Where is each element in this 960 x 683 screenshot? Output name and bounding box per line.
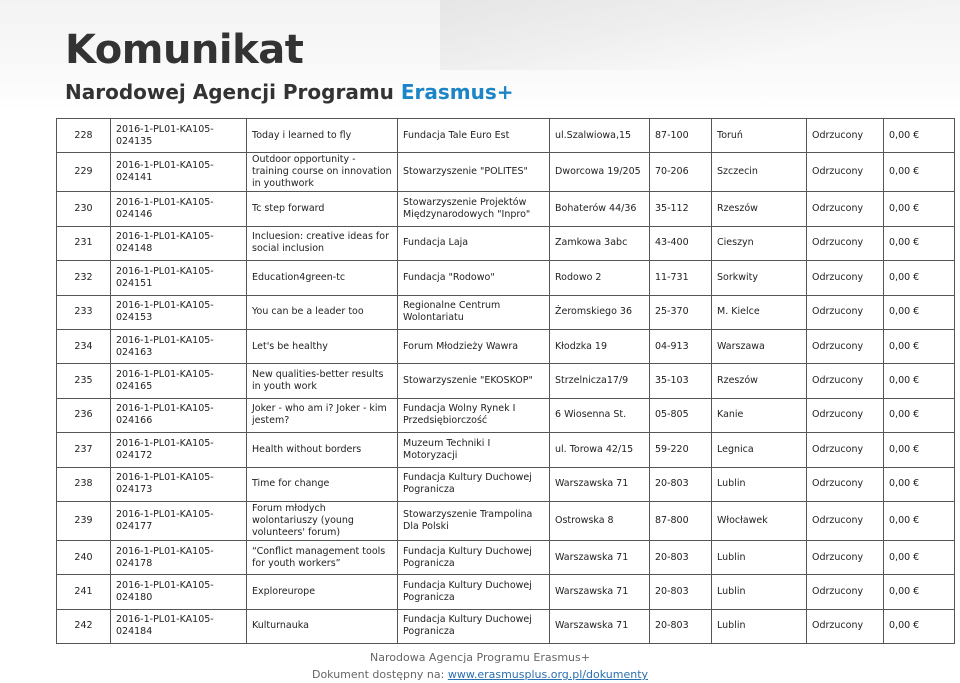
cell-address: Dworcowa 19/205: [550, 153, 650, 192]
cell-postal-code: 70-206: [650, 153, 712, 192]
cell-amount: 0,00 €: [884, 226, 955, 260]
cell-city: Lublin: [712, 540, 807, 574]
cell-organization: Fundacja Wolny Rynek I Przedsiębiorczość: [398, 398, 550, 432]
cell-project-id: 2016-1-PL01-KA105-024153: [111, 295, 247, 329]
cell-city: M. Kielce: [712, 295, 807, 329]
cell-organization: Fundacja Kultury Duchowej Pogranicza: [398, 467, 550, 501]
cell-postal-code: 20-803: [650, 540, 712, 574]
cell-project-id: 2016-1-PL01-KA105-024165: [111, 364, 247, 398]
cell-amount: 0,00 €: [884, 540, 955, 574]
cell-project-id: 2016-1-PL01-KA105-024166: [111, 398, 247, 432]
table-row: [57, 398, 955, 432]
cell-address: ul.Szalwiowa,15: [550, 119, 650, 153]
cell-project-id: 2016-1-PL01-KA105-024173: [111, 467, 247, 501]
cell-amount: 0,00 €: [884, 398, 955, 432]
table-row: [57, 501, 955, 540]
cell-status: Odrzucony: [807, 467, 884, 501]
cell-organization: Stowarzyszenie "EKOSKOP": [398, 364, 550, 398]
table-row: [57, 609, 955, 643]
cell-status: Odrzucony: [807, 261, 884, 295]
cell-status: Odrzucony: [807, 295, 884, 329]
table-row: [57, 575, 955, 609]
cell-postal-code: 20-803: [650, 575, 712, 609]
cell-postal-code: 87-800: [650, 501, 712, 540]
cell-number: 230: [57, 192, 111, 226]
cell-number: 229: [57, 153, 111, 192]
cell-number: 242: [57, 609, 111, 643]
cell-status: Odrzucony: [807, 540, 884, 574]
cell-number: 239: [57, 501, 111, 540]
cell-organization: Stowarzyszenie "POLITES": [398, 153, 550, 192]
table-row: [57, 540, 955, 574]
cell-address: ul. Torowa 42/15: [550, 433, 650, 467]
cell-project-title: Tc step forward: [247, 192, 398, 226]
cell-postal-code: 20-803: [650, 609, 712, 643]
grants-table: [56, 118, 955, 644]
cell-number: 228: [57, 119, 111, 153]
cell-postal-code: 35-112: [650, 192, 712, 226]
cell-project-id: 2016-1-PL01-KA105-024146: [111, 192, 247, 226]
footer-agency: Narodowa Agencja Programu Erasmus+: [370, 651, 590, 664]
cell-project-title: Incluesion: creative ideas for social inclusion: [247, 226, 398, 260]
cell-postal-code: 25-370: [650, 295, 712, 329]
grants-table-body: [57, 119, 955, 644]
cell-status: Odrzucony: [807, 398, 884, 432]
cell-project-id: 2016-1-PL01-KA105-024184: [111, 609, 247, 643]
cell-number: 241: [57, 575, 111, 609]
cell-organization: Regionalne Centrum Wolontariatu: [398, 295, 550, 329]
cell-postal-code: 05-805: [650, 398, 712, 432]
cell-project-title: Kulturnauka: [247, 609, 398, 643]
cell-address: Kłodzka 19: [550, 329, 650, 363]
cell-amount: 0,00 €: [884, 501, 955, 540]
cell-number: 232: [57, 261, 111, 295]
cell-status: Odrzucony: [807, 575, 884, 609]
cell-address: Rodowo 2: [550, 261, 650, 295]
cell-address: Bohaterów 44/36: [550, 192, 650, 226]
cell-project-title: Exploreurope: [247, 575, 398, 609]
cell-status: Odrzucony: [807, 119, 884, 153]
cell-city: Lublin: [712, 575, 807, 609]
cell-status: Odrzucony: [807, 433, 884, 467]
cell-postal-code: 04-913: [650, 329, 712, 363]
footer-doc-label: Dokument dostępny na:: [311, 668, 445, 681]
cell-city: Rzeszów: [712, 192, 807, 226]
cell-amount: 0,00 €: [884, 467, 955, 501]
cell-postal-code: 43-400: [650, 226, 712, 260]
cell-organization: Fundacja Kultury Duchowej Pogranicza: [398, 575, 550, 609]
cell-number: 238: [57, 467, 111, 501]
cell-project-title: New qualities-better results in youth work: [247, 364, 398, 398]
cell-project-id: 2016-1-PL01-KA105-024178: [111, 540, 247, 574]
brand-name: Erasmus+: [400, 80, 514, 104]
page-subtitle: [65, 78, 514, 106]
cell-amount: 0,00 €: [884, 329, 955, 363]
cell-project-id: 2016-1-PL01-KA105-024180: [111, 575, 247, 609]
cell-number: 233: [57, 295, 111, 329]
footer-doc-link[interactable]: www.erasmusplus.org.pl/dokumenty: [447, 668, 649, 681]
cell-status: Odrzucony: [807, 192, 884, 226]
table-row: [57, 261, 955, 295]
cell-postal-code: 87-100: [650, 119, 712, 153]
table-row: [57, 364, 955, 398]
table-row: [57, 467, 955, 501]
cell-organization: Fundacja Tale Euro Est: [398, 119, 550, 153]
table-row: [57, 226, 955, 260]
cell-organization: Stowarzyszenie Trampolina Dla Polski: [398, 501, 550, 540]
cell-project-title: Today i learned to fly: [247, 119, 398, 153]
cell-project-id: 2016-1-PL01-KA105-024177: [111, 501, 247, 540]
cell-organization: Fundacja Kultury Duchowej Pogranicza: [398, 609, 550, 643]
cell-city: Szczecin: [712, 153, 807, 192]
cell-postal-code: 35-103: [650, 364, 712, 398]
cell-project-id: 2016-1-PL01-KA105-024148: [111, 226, 247, 260]
cell-amount: 0,00 €: [884, 192, 955, 226]
cell-number: 234: [57, 329, 111, 363]
cell-address: Warszawska 71: [550, 575, 650, 609]
cell-amount: 0,00 €: [884, 609, 955, 643]
cell-amount: 0,00 €: [884, 295, 955, 329]
cell-status: Odrzucony: [807, 153, 884, 192]
cell-postal-code: 59-220: [650, 433, 712, 467]
cell-city: Legnica: [712, 433, 807, 467]
cell-status: Odrzucony: [807, 609, 884, 643]
cell-city: Lublin: [712, 609, 807, 643]
cell-address: Warszawska 71: [550, 609, 650, 643]
cell-amount: 0,00 €: [884, 364, 955, 398]
subtitle-text: Narodowej Agencji Programu: [65, 80, 394, 104]
cell-project-title: Health without borders: [247, 433, 398, 467]
cell-project-title: Outdoor opportunity - training course on innovation in youthwork: [247, 153, 398, 192]
cell-address: Strzelnicza17/9: [550, 364, 650, 398]
cell-project-id: 2016-1-PL01-KA105-024135: [111, 119, 247, 153]
table-row: [57, 153, 955, 192]
page-title: Komunikat: [65, 27, 304, 73]
cell-project-title: Let's be healthy: [247, 329, 398, 363]
cell-amount: 0,00 €: [884, 119, 955, 153]
cell-address: 6 Wiosenna St.: [550, 398, 650, 432]
cell-address: Warszawska 71: [550, 540, 650, 574]
cell-city: Lublin: [712, 467, 807, 501]
table-row: [57, 295, 955, 329]
footer-document: [0, 668, 960, 681]
cell-city: Toruń: [712, 119, 807, 153]
cell-status: Odrzucony: [807, 226, 884, 260]
cell-project-id: 2016-1-PL01-KA105-024172: [111, 433, 247, 467]
cell-address: Ostrowska 8: [550, 501, 650, 540]
cell-address: Zamkowa 3abc: [550, 226, 650, 260]
cell-postal-code: 11-731: [650, 261, 712, 295]
cell-project-title: Forum młodych wolontariuszy (young volunteers' forum): [247, 501, 398, 540]
cell-number: 237: [57, 433, 111, 467]
table-row: [57, 433, 955, 467]
cell-number: 231: [57, 226, 111, 260]
cell-organization: Muzeum Techniki I Motoryzacji: [398, 433, 550, 467]
cell-organization: Fundacja Kultury Duchowej Pogranicza: [398, 540, 550, 574]
table-row: [57, 192, 955, 226]
cell-amount: 0,00 €: [884, 261, 955, 295]
cell-postal-code: 20-803: [650, 467, 712, 501]
cell-project-title: You can be a leader too: [247, 295, 398, 329]
cell-organization: Stowarzyszenie Projektów Międzynarodowych "Inpro": [398, 192, 550, 226]
cell-organization: Fundacja "Rodowo": [398, 261, 550, 295]
cell-status: Odrzucony: [807, 501, 884, 540]
cell-amount: 0,00 €: [884, 575, 955, 609]
cell-city: Warszawa: [712, 329, 807, 363]
cell-project-id: 2016-1-PL01-KA105-024163: [111, 329, 247, 363]
cell-project-title: Time for change: [247, 467, 398, 501]
cell-project-id: 2016-1-PL01-KA105-024141: [111, 153, 247, 192]
table-row: [57, 119, 955, 153]
cell-city: Włocławek: [712, 501, 807, 540]
cell-status: Odrzucony: [807, 364, 884, 398]
cell-project-title: Joker - who am i? Joker - kim jestem?: [247, 398, 398, 432]
cell-project-id: 2016-1-PL01-KA105-024151: [111, 261, 247, 295]
cell-city: Sorkwity: [712, 261, 807, 295]
cell-project-title: Education4green-tc: [247, 261, 398, 295]
cell-status: Odrzucony: [807, 329, 884, 363]
cell-project-title: “Conflict management tools for youth workers”: [247, 540, 398, 574]
cell-number: 235: [57, 364, 111, 398]
cell-number: 236: [57, 398, 111, 432]
cell-city: Rzeszów: [712, 364, 807, 398]
cell-city: Cieszyn: [712, 226, 807, 260]
cell-number: 240: [57, 540, 111, 574]
cell-amount: 0,00 €: [884, 433, 955, 467]
cell-amount: 0,00 €: [884, 153, 955, 192]
cell-organization: Fundacja Laja: [398, 226, 550, 260]
table-row: [57, 329, 955, 363]
cell-city: Kanie: [712, 398, 807, 432]
cell-address: Żeromskiego 36: [550, 295, 650, 329]
cell-organization: Forum Młodzieży Wawra: [398, 329, 550, 363]
cell-address: Warszawska 71: [550, 467, 650, 501]
